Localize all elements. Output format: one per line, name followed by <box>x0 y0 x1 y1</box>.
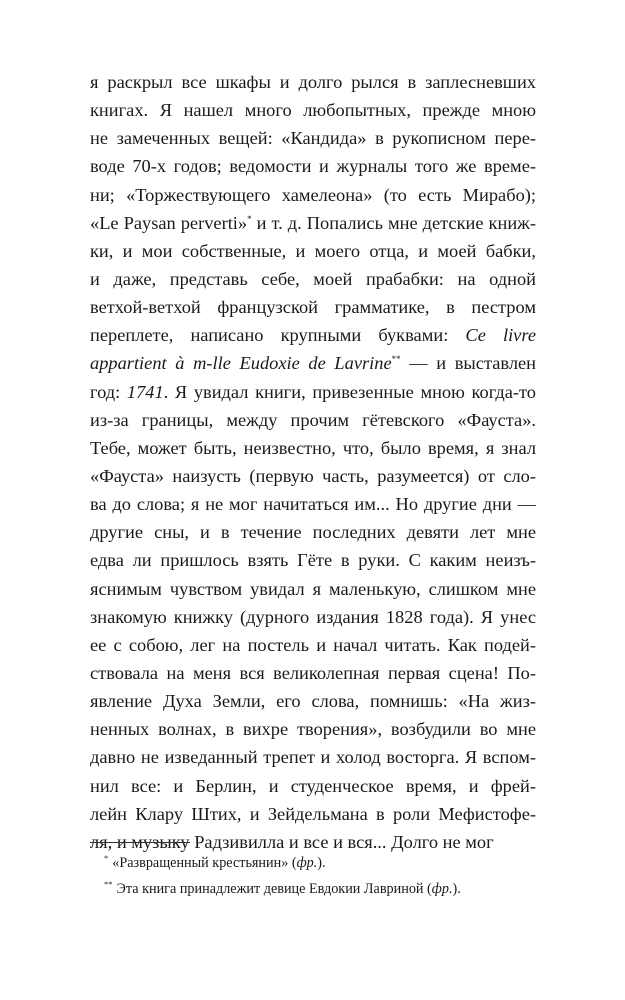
footnote-ref-1: * <box>247 213 252 224</box>
footnotes <box>90 850 536 902</box>
text-line: книгах. Я нашел много любопытных, прежде мною <box>90 100 536 121</box>
footnote-ref-2: ** <box>391 354 401 365</box>
italic-year: 1741 <box>126 381 164 402</box>
text-line <box>90 321 536 349</box>
text-line: едва ли пришлось взять Гёте в руки. С каким неизъ- <box>90 550 536 571</box>
text-line: явление Духа Земли, его слова, помнишь: «На жиз- <box>90 691 536 712</box>
italic-phrase: appartient à m-lle Eudoxie de Lavrine <box>90 353 392 374</box>
text-line: ля, и музыку Радзивилла и все и вся... Долго не мог <box>90 831 494 852</box>
text-line <box>90 209 536 237</box>
text-line: ни; «Торжествующего хамелеона» (то есть Мирабо); <box>90 184 536 205</box>
line-rest: . Я увидал книги, привезенные мною когда-то <box>163 381 536 402</box>
footnote-end: ). <box>452 881 461 897</box>
footnote-text: «Развращенный крестьянин» ( <box>112 855 297 871</box>
text-line: ствовала на меня вся великолепная первая сцена! По- <box>90 662 536 683</box>
footnote-mark: * <box>104 853 109 864</box>
text-line: яснимым чувством увидал я маленькую, слишком мне <box>90 578 536 599</box>
footnote-lang: фр. <box>296 855 318 871</box>
text-line: ее с собою, лег на постель и начал читать. Как подей- <box>90 634 536 655</box>
text-line: знакомую книжку (дурного издания 1828 года). Я унес <box>90 606 536 627</box>
text-line: ки, и мои собственные, и моего отца, и моей бабки, <box>90 240 536 261</box>
footnote-1 <box>90 850 536 876</box>
footnote-2 <box>90 876 536 902</box>
line-start: переплете, написано крупными буквами: <box>90 325 466 346</box>
text-line <box>90 378 536 406</box>
text-line: Тебе, может быть, неизвестно, что, было время, я знал <box>90 437 536 458</box>
text-line: воде 70-х годов; ведомости и журналы того же време- <box>90 156 536 177</box>
footnote-text: Эта книга принадлежит девице Евдокии Лавриной ( <box>116 881 432 897</box>
footnote-mark: ** <box>104 879 113 890</box>
line-rest: и т. д. Попались мне детские книж- <box>251 212 536 233</box>
text-line: из-за границы, между прочим гётевского «Фауста». <box>90 409 536 430</box>
text-line: «Фауста» наизусть (первую часть, разумеется) от сло- <box>90 465 536 486</box>
text-line: лейн Клару Штих, и Зейдельмана в роли Мефистофе- <box>90 803 536 824</box>
text-line: я раскрыл все шкафы и долго рылся в заплесневших <box>90 72 536 92</box>
text-line: ва до слова; я не мог начитаться им... Но другие дни — <box>90 494 536 515</box>
footnote-lang: фр. <box>431 881 453 897</box>
italic-phrase: Ce livre <box>465 325 536 346</box>
footnote-end: ). <box>317 855 326 871</box>
footnote-divider <box>90 842 190 843</box>
line-rest: — и выставлен <box>400 353 536 374</box>
foreign-title: «Le Paysan perverti» <box>90 212 248 233</box>
text-line: ветхой-ветхой французской грамматике, в пестром <box>90 297 536 318</box>
text-line: ненных волнах, в вихре творения», возбудили во мне <box>90 719 536 740</box>
text-line: давно не изведанный трепет и холод восторга. Я вспом- <box>90 747 536 768</box>
main-text <box>90 68 536 856</box>
line-start: год: <box>90 381 127 402</box>
text-line: не замеченных вещей: «Кандида» в рукописном пере- <box>90 128 536 149</box>
text-line: и даже, представь себе, моей прабабки: на одной <box>90 268 536 289</box>
text-line: нил все: и Берлин, и студенческое время, и фрей- <box>90 775 536 796</box>
text-line <box>90 349 536 377</box>
text-line: другие сны, и в течение последних девяти лет мне <box>90 522 536 543</box>
